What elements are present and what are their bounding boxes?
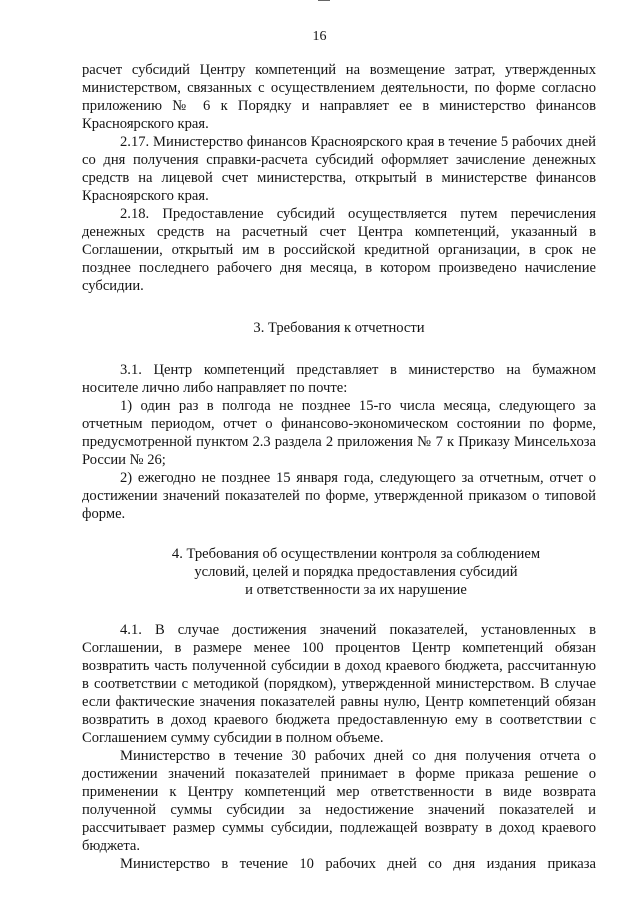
paragraph-2-18: 2.18. Предоставление субсидий осуществляется путем перечисления денежных средств на расчетный счет Центра компетенций, указанный в Соглашении, открытый им в российской кредитной организации, в срок не позднее последнего рабочего дня месяца, в котором произведено начисление субсидии. bbox=[82, 206, 596, 294]
section-4-heading-line-1: 4. Требования об осуществлении контроля за соблюдением bbox=[171, 546, 541, 562]
document-body bbox=[82, 61, 596, 873]
paragraph-4-1: 4.1. В случае достижения значений показателей, установленных в Соглашении, в размере менее 100 процентов Центр компетенций обязан возвратить часть полученной субсидии в доход краевого бюджета, рассчитанную в соответствии с методикой (порядком), утвержденной министерством. В случае если фактические значения показателей равны нулю, Центр компетенций обязан возвратить в доход краевого бюджета предоставленную ему в соответствии с Соглашением сумму субсидии в полном объеме. bbox=[82, 622, 596, 746]
section-4-heading-line-2: условий, целей и порядка предоставления субсидий bbox=[194, 564, 518, 580]
page-number: 16 bbox=[312, 29, 327, 44]
paragraph-2-17: 2.17. Министерство финансов Красноярского края в течение 5 рабочих дней со дня получения справки-расчета субсидий оформляет зачисление денежных средств на лицевой счет министерства, открытый в министерстве финансов Красноярского края. bbox=[82, 134, 596, 204]
paragraph-continuation: расчет субсидий Центру компетенций на возмещение затрат, утвержденных министерством, связанных с осуществлением деятельности, по форме согласно приложению № 6 к Порядку и направляет ее в министерство финансов Красноярского края. bbox=[82, 62, 596, 132]
paragraph-ministry-30-days: Министерство в течение 30 рабочих дней со дня получения отчета о достижении значений показателей принимает в форме приказа решение о применении к Центру компетенций мер ответственности в виде возврата полученной суммы субсидии за недостижение значений показателей и рассчитывает размер суммы субсидии, подлежащей возврату в доход краевого бюджета. bbox=[82, 748, 596, 854]
paragraph-3-1-item-2: 2) ежегодно не позднее 15 января года, следующего за отчетным, отчет о достижении значений показателей по форме, утвержденной приказом о типовой форме. bbox=[82, 470, 596, 522]
section-4-heading-line-3: и ответственности за их нарушение bbox=[245, 582, 467, 598]
paragraph-3-1-item-1: 1) один раз в полгода не позднее 15-го числа месяца, следующего за отчетным периодом, отчет о финансово-экономическом состоянии по форме, предусмотренной пунктом 2.3 раздела 2 приложения № 7 к Приказу Минсельхоза России № 26; bbox=[82, 398, 596, 468]
section-4-heading bbox=[116, 545, 596, 599]
paragraph-ministry-10-days: Министерство в течение 10 рабочих дней со дня издания приказа bbox=[120, 856, 596, 872]
section-3-heading: 3. Требования к отчетности bbox=[253, 320, 425, 336]
scan-edge-mark bbox=[318, 0, 330, 1]
paragraph-3-1: 3.1. Центр компетенций представляет в министерство на бумажном носителе лично либо направляет по почте: bbox=[82, 362, 596, 396]
